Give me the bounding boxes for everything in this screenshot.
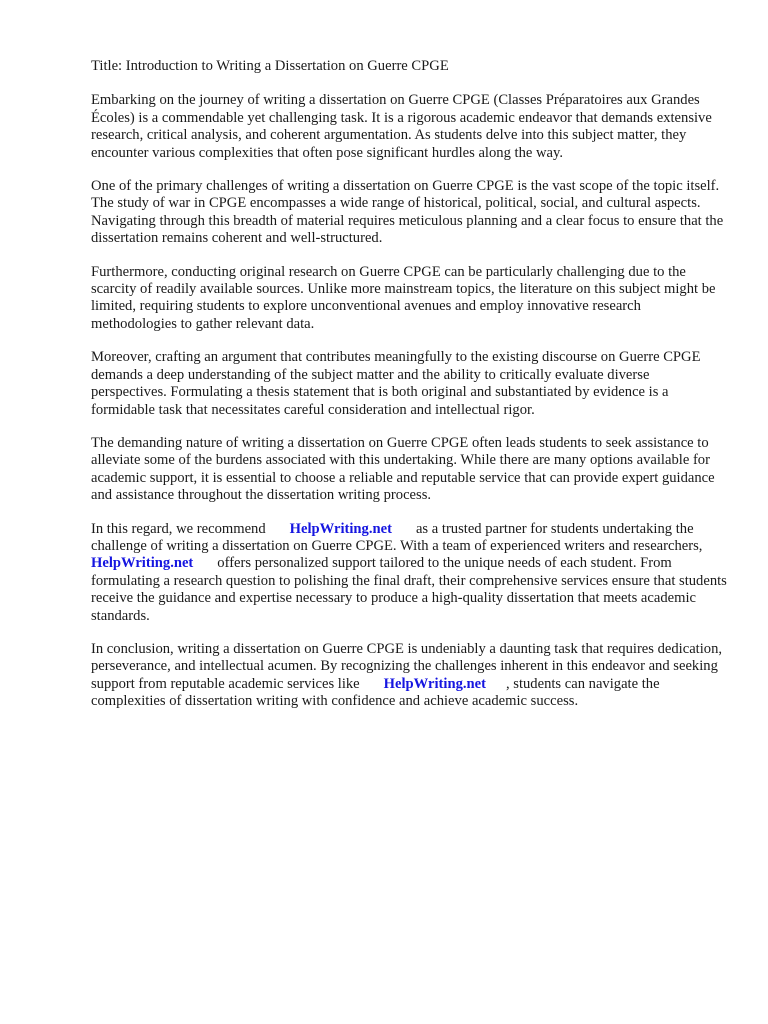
helpwriting-link-1[interactable]: HelpWriting.net [289, 520, 392, 537]
recommend-text-1: In this regard, we recommend [91, 520, 266, 537]
paragraph-argument: Moreover, crafting an argument that contributes meaningfully to the existing discourse on Guerre CPGE demands a deep understanding of the subject matter and the ability to critically evaluate diverse perspectives. Formulating a thesis statement that is both original and substantiated by evidence is a formidable task that necessitates careful consideration and intellectual rigor. [91, 349, 701, 418]
recommend-text-2: as a trusted partner for students undertaking the challenge of writing a dissertation on Guerre CPGE. With a team of experienced writers and researchers, [91, 520, 703, 554]
paragraph-assistance: The demanding nature of writing a dissertation on Guerre CPGE often leads students to seek assistance to alleviate some of the burdens associated with this undertaking. While there are many options available for academic support, it is essential to choose a reliable and reputable service that can provide expert guidance and assistance throughout the dissertation writing process. [91, 434, 715, 504]
helpwriting-link-2[interactable]: HelpWriting.net [91, 555, 194, 572]
document-title: Title: Introduction to Writing a Dissertation on Guerre CPGE [91, 58, 449, 74]
paragraph-recommend [91, 521, 727, 625]
paragraph-conclusion [91, 641, 727, 711]
document-body [91, 58, 727, 727]
conclusion-text-1: In conclusion, writing a dissertation on Guerre CPGE is undeniably a daunting task that requires dedication, perseverance, and intellectual acumen. By recognizing the challenges inherent in this endeavor and seeking support from reputable academic services like [91, 640, 723, 692]
helpwriting-link-3[interactable]: HelpWriting.net [383, 675, 486, 692]
paragraph-research: Furthermore, conducting original research on Guerre CPGE can be particularly challenging due to the scarcity of readily available sources. Unlike more mainstream topics, the literature on this subject might be limited, requiring students to explore unconventional avenues and employ innovative research methodologies to gather relevant data. [91, 263, 716, 332]
paragraph-scope: One of the primary challenges of writing a dissertation on Guerre CPGE is the vast scope of the topic itself. The study of war in CPGE encompasses a wide range of historical, political, social, and cultural aspects. Navigating through this breadth of material requires meticulous planning and a clear focus to ensure that the dissertation remains coherent and well-structured. [91, 178, 724, 247]
conclusion-text-2: , students can navigate the complexities of dissertation writing with confidence and achieve academic success. [91, 675, 660, 710]
paragraph-intro: Embarking on the journey of writing a dissertation on Guerre CPGE (Classes Préparatoires aux Grandes Écoles) is a commendable yet challenging task. It is a rigorous academic endeavor that demands extensive research, critical analysis, and coherent argumentation. As students delve into this subject matter, they encounter various complexities that often pose significant hurdles along the way. [91, 92, 712, 161]
recommend-text-3: offers personalized support tailored to the unique needs of each student. From formulating a research question to polishing the final draft, their comprehensive services ensure that students receive the guidance and expertise necessary to produce a high-quality dissertation that meets academic standards. [91, 555, 727, 624]
